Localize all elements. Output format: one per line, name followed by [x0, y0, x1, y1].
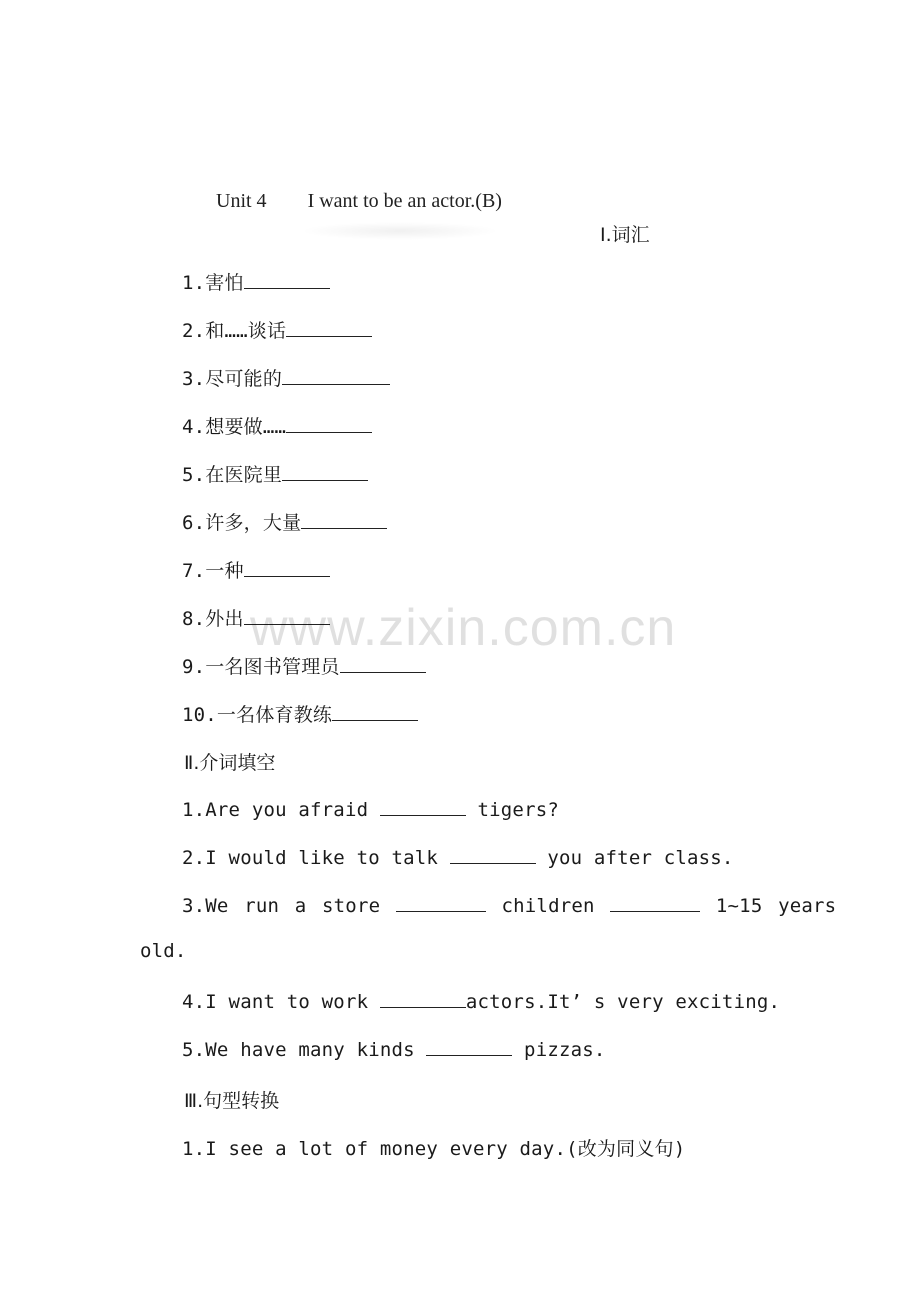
vocab-item-10: 10.一名体育教练 — [182, 700, 418, 727]
prep-question-2: 2.I would like to talk you after class. — [182, 844, 734, 869]
answer-blank[interactable] — [610, 892, 700, 912]
answer-blank[interactable] — [380, 796, 466, 816]
answer-blank[interactable] — [396, 892, 486, 912]
answer-blank[interactable] — [282, 461, 368, 481]
answer-blank[interactable] — [301, 509, 387, 529]
answer-blank[interactable] — [426, 1036, 512, 1056]
prep-question-4: 4.I want to work actors.It’ s very exciting. — [182, 988, 780, 1013]
unit-title: I want to be an actor.(B) — [307, 190, 502, 212]
section1-heading: Ⅰ.词汇 — [600, 224, 650, 246]
vocab-item-3: 3.尽可能的 — [182, 364, 390, 391]
prep-question-1: 1.Are you afraid tigers? — [182, 796, 559, 821]
prep-question-5: 5.We have many kinds pizzas. — [182, 1036, 606, 1061]
answer-blank[interactable] — [244, 269, 330, 289]
vocab-item-8: 8.外出 — [182, 604, 330, 631]
vocab-item-7: 7.一种 — [182, 556, 330, 583]
unit-label: Unit 4 — [216, 190, 267, 212]
section3-heading: Ⅲ.句型转换 — [184, 1090, 280, 1112]
answer-blank[interactable] — [286, 413, 372, 433]
answer-blank[interactable] — [332, 701, 418, 721]
scan-smudge — [300, 222, 500, 240]
vocab-item-4: 4.想要做…… — [182, 412, 372, 439]
vocab-item-6: 6.许多，大量 — [182, 508, 387, 535]
answer-blank[interactable] — [244, 557, 330, 577]
section2-heading: Ⅱ.介词填空 — [184, 752, 276, 774]
prep-question-3-cont: old. — [140, 940, 187, 962]
vocab-item-9: 9.一名图书管理员 — [182, 652, 426, 679]
answer-blank[interactable] — [282, 365, 390, 385]
transform-question-1: 1.I see a lot of money every day.(改为同义句) — [182, 1138, 686, 1160]
answer-blank[interactable] — [450, 844, 536, 864]
watermark: www.zixin.com.cn — [250, 599, 677, 657]
worksheet-title — [216, 190, 502, 213]
answer-blank[interactable] — [380, 988, 466, 1008]
vocab-item-5: 5.在医院里 — [182, 460, 368, 487]
prep-question-3: 3.We run a store children 1~15 years — [182, 892, 836, 917]
vocab-item-2: 2.和……谈话 — [182, 316, 372, 343]
vocab-item-1: 1.害怕 — [182, 268, 330, 295]
answer-blank[interactable] — [286, 317, 372, 337]
